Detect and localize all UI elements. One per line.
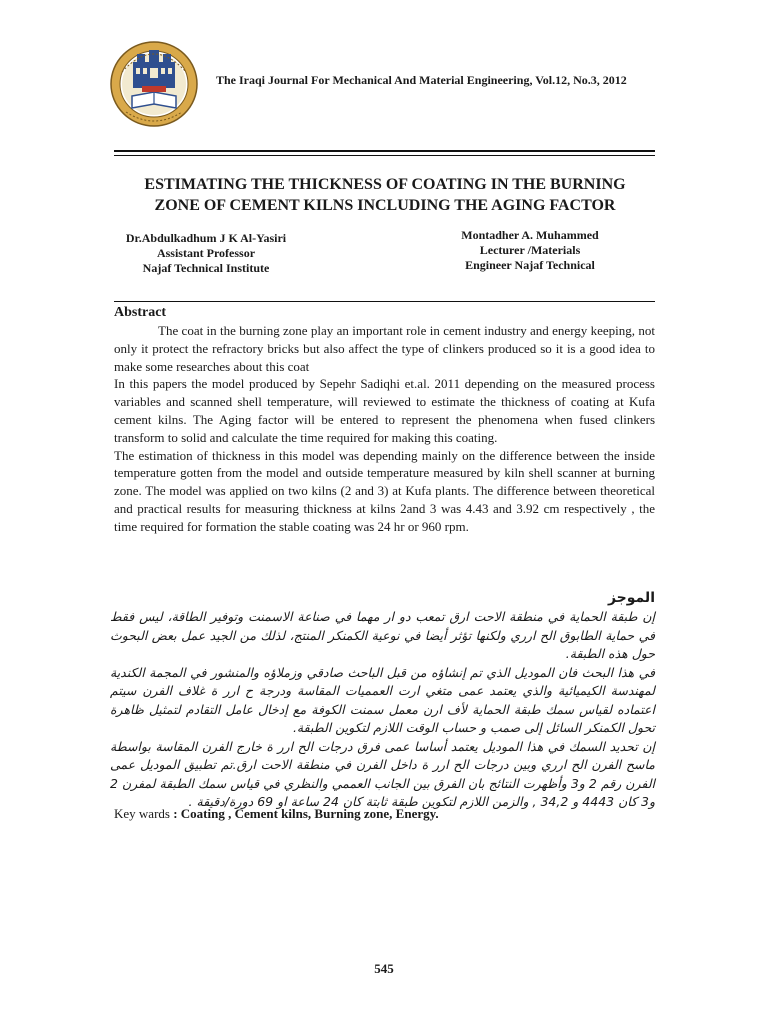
arabic-paragraph: إن تحديد السمك في هذا الموديل يعتمد أساسا عمى فرق درجات الح ارر ة خارج الفرن المقاسة بواسطة ماسح الفرن الح ارري وبين درجات الح ارر ة داخل الفرن في منطقة الاحت ارق.تم تطبيق الموديل عمى الفرن رقم 2 و3 وأظهرت النتائج بان الفرق بين الجانب العممي والنظري في قياس سمك الطبقة لمفرن 2 و3 كان 4443 و 34,2 , والزمن اللازم لتكوين طبقة ثابتة كان 24 ساعة او 69 دورة/دقيقة .	[110, 738, 655, 809]
author-name: Montadher A. Muhammed	[461, 228, 599, 242]
page-number: 545	[374, 961, 394, 976]
author-position: Assistant Professor	[156, 246, 256, 260]
author-position: Lecturer /Materials	[479, 243, 581, 257]
journal-header: The Iraqi Journal For Mechanical And Material Engineering, Vol.12, No.3, 2012	[216, 73, 627, 87]
arabic-abstract-heading: الموجز	[607, 590, 655, 606]
university-logo-icon	[106, 38, 202, 128]
header-rule-thin	[114, 155, 655, 156]
abstract-heading: Abstract	[114, 305, 167, 320]
keywords-value: : Coating , Cement kilns, Burning zone, Energy.	[173, 806, 439, 821]
abstract-body	[114, 322, 655, 536]
arabic-paragraph: في هذا البحث فان الموديل الذي تم إنشاؤه من قبل الباحث صادقي وزملاؤه والمنشور في المجمة الكندية لمهندسة الكيميائية والذي يعتمد عمى متغي ارت العمميات المقاسة ودرجة ح ارر ة غلاف الفرن سيتم اعتماده لقياس سمك طبقة الحماية لأف ارن معمل سمنت الكوفة مع إدخال عامل التقادم لتمثيل ظاهرة تحول الكمنكر السائل إلى صمب و حساب الوقت اللازم لتكوين الطبقة.	[110, 664, 655, 735]
abstract-paragraph: The coat in the burning zone play an important role in cement industry and energy keeping, not only it protect the refractory bricks but also affect the type of clinkers produced so it is a good idea to make some researches about this coat	[114, 323, 655, 374]
title-line: ZONE OF CEMENT KILNS INCLUDING THE AGING FACTOR	[154, 197, 616, 214]
abstract-rule	[114, 301, 655, 302]
paper-title	[100, 174, 670, 216]
arabic-paragraph: إن طبقة الحماية في منطقة الاحت ارق تمعب دو ار مهما في صناعة الاسمنت وتوفير الطاقة، ليس فقط في حماية الطابوق الح ارري ولكنها تؤثر أيضا في نوعية الكمنكر المنتج، لذلك من الجيد عمل بعض البحوث حول هذه الطبقة.	[110, 609, 655, 661]
keywords-line	[114, 806, 439, 822]
abstract-paragraph: In this papers the model produced by Sepehr Sadiqhi et.al. 2011 depending on the measured process variables and scanned shell temperature, will reviewed to estimate the thickness of coating at Kufa cement kilns. The Aging factor will be entered to represent the phenomena when fused clinkers transform to solid and calculate the time required for making this coating.	[114, 376, 655, 445]
header-rule	[114, 150, 655, 152]
keywords-label: Key wards	[114, 806, 174, 821]
author-name: Dr.Abdulkadhum J K Al-Yasiri	[125, 231, 287, 245]
author-affiliation: Engineer Najaf Technical	[465, 258, 595, 272]
title-line: ESTIMATING THE THICKNESS OF COATING IN THE BURNING	[144, 176, 626, 193]
abstract-paragraph: The estimation of thickness in this model was depending mainly on the difference between the inside temperature gotten from the model and outside temperature measured by kiln shell scanner at burning zone. The model was applied on two kilns (2 and 3) at Kufa plants. The difference between theoretical and practical results for measuring thickness at kilns 2and 3 was 4.43 and 3.92 cm respectively , the time required for formation the stable coating was 24 hr or 960 rpm.	[114, 447, 655, 534]
arabic-abstract	[110, 588, 655, 812]
author-affiliation: Najaf Technical Institute	[142, 261, 270, 275]
author-block	[430, 228, 630, 273]
author-block	[106, 231, 306, 276]
